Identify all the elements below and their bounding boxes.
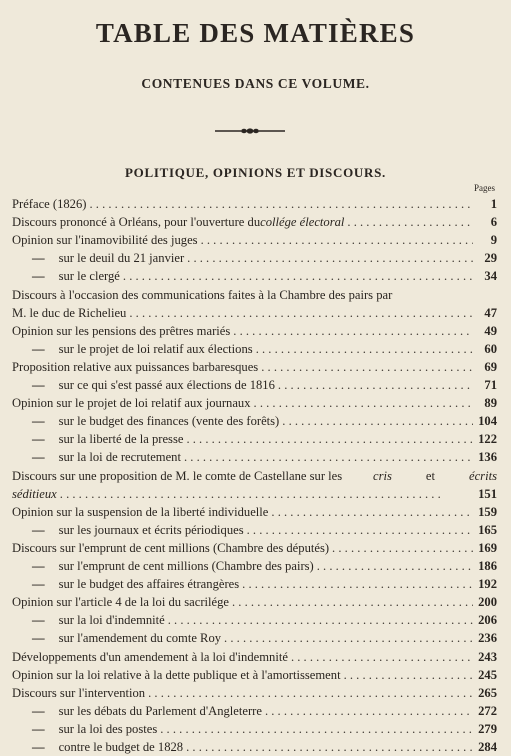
toc-entry-leader	[123, 267, 473, 285]
toc-entry-label: Proposition relative aux puissances barbaresques	[12, 359, 259, 374]
toc-entry-label-italic: collége électoral	[260, 215, 345, 230]
toc-entry-leader	[344, 666, 473, 684]
toc-entry-dash: —	[32, 721, 45, 736]
toc-entry-leader	[160, 720, 473, 738]
toc-entry	[12, 249, 497, 267]
toc-entry-label: M. le duc de Richelieu	[12, 305, 127, 320]
toc-entry-label: Discours sur l'intervention	[12, 685, 146, 700]
toc-entry	[12, 322, 497, 340]
toc-entry-leader	[317, 557, 473, 575]
toc-entry-leader	[201, 231, 473, 249]
toc-entry-leader	[224, 629, 473, 647]
toc-entry-leader	[233, 322, 473, 340]
toc-entry-dash: —	[32, 740, 45, 754]
toc-entry-label: sur la loi de recrutement	[58, 450, 181, 465]
toc-entry-label: Discours sur l'emprunt de cent millions (Chambre des députés)	[12, 540, 330, 555]
toc-entry-page: 245	[478, 667, 497, 682]
toc-entry-label: sur les débats du Parlement d'Angleterre	[58, 703, 262, 718]
toc-entry-leader	[60, 485, 473, 503]
toc-entry-leader	[347, 213, 473, 231]
toc-entry-page: 186	[478, 559, 497, 573]
toc-entry-dash: —	[32, 341, 45, 356]
toc-entry-page: 1	[490, 197, 497, 211]
pages-column-label: Pages	[474, 183, 495, 193]
toc-entry-leader	[89, 195, 473, 213]
toc-entry-page: 151	[478, 486, 497, 501]
toc-entry	[12, 430, 497, 448]
toc-entry	[12, 539, 497, 557]
toc-entry	[12, 394, 497, 412]
toc-entry-label: Opinion sur le projet de loi relatif aux journaux	[12, 396, 251, 411]
toc-entry	[12, 231, 497, 249]
toc-entry	[12, 684, 497, 702]
toc-entry-page: 6	[490, 215, 497, 230]
toc-entry-leader	[242, 575, 473, 593]
toc-entry-label: sur la liberté de la presse	[58, 432, 184, 447]
toc-entry-label: Préface (1826)	[12, 197, 87, 211]
toc-entry-dash: —	[32, 450, 45, 465]
toc-entry-label-after: et	[422, 468, 439, 483]
toc-entry-dash: —	[32, 251, 45, 266]
toc-entry	[12, 738, 497, 756]
toc-entry-leader	[332, 539, 473, 557]
toc-entry-label: Discours prononcé à Orléans, pour l'ouverture du	[12, 215, 261, 230]
toc-entry-page: 136	[478, 450, 497, 465]
toc-entry-page: 34	[484, 269, 497, 284]
toc-entry	[12, 521, 497, 539]
toc-entry-leader	[254, 394, 473, 412]
toc-entry-label: sur le projet de loi relatif aux élections	[58, 341, 253, 356]
toc-entry-label-italic: cris	[373, 468, 392, 483]
toc-entry-leader	[187, 249, 473, 267]
toc-entry	[12, 358, 497, 376]
toc-entry-leader	[278, 376, 473, 394]
toc-entry-page: 9	[490, 233, 497, 248]
toc-entry-page: 71	[484, 378, 497, 392]
toc-entry-page: 122	[478, 432, 497, 447]
toc-entry-label: sur la loi d'indemnité	[58, 613, 165, 628]
toc-entry-page: 243	[478, 649, 497, 664]
toc-entry-dash: —	[32, 613, 45, 628]
section-title: POLITIQUE, OPINIONS ET DISCOURS.	[125, 165, 386, 180]
toc-entry-leader	[129, 304, 473, 322]
toc-entry-page: 272	[478, 703, 497, 718]
toc-entry	[12, 376, 497, 394]
toc-entry-label-italic: séditieux	[12, 486, 57, 501]
toc-entry-page: 169	[478, 540, 497, 555]
toc-entry-label: sur l'amendement du comte Roy	[58, 631, 222, 646]
toc-entry	[12, 304, 497, 322]
toc-entry-leader	[168, 611, 473, 629]
toc-entry-dash: —	[32, 522, 45, 537]
toc-entry-page: 29	[484, 251, 497, 266]
toc-entry-leader	[186, 430, 473, 448]
toc-entry	[12, 648, 497, 666]
toc-entry-leader	[184, 448, 473, 466]
toc-entry	[12, 267, 497, 285]
toc-entry-page: 284	[478, 740, 497, 754]
toc-entry-dash: —	[32, 432, 45, 447]
toc-entry-label: sur le budget des affaires étrangères	[58, 577, 240, 592]
toc-entry	[12, 611, 497, 629]
toc-entry-page: 200	[478, 595, 497, 610]
page-title: TABLE DES MATIÈRES	[95, 18, 416, 48]
toc-entry-page: 69	[484, 359, 497, 374]
toc-entry-dash: —	[32, 703, 45, 718]
toc-entry-page: 206	[478, 613, 497, 628]
toc-entry-page: 265	[478, 685, 497, 700]
toc-entry-dash: —	[32, 269, 45, 284]
toc-entry-label: Opinion sur l'inamovibilité des juges	[12, 233, 198, 248]
toc-entry-label: sur les journaux et écrits périodiques	[58, 522, 244, 537]
toc-entry	[12, 286, 497, 304]
toc-entry	[12, 213, 497, 231]
toc-entry-label: Opinion sur les pensions des prêtres mariés	[12, 323, 231, 338]
toc-entry-page: 104	[478, 414, 497, 429]
page-subtitle: CONTENUES DANS CE VOLUME.	[141, 76, 370, 91]
toc-entry	[12, 195, 497, 213]
toc-entry-leader	[247, 521, 473, 539]
toc-entry-label: Opinion sur l'article 4 de la loi du sacrilége	[12, 595, 229, 610]
toc-entry-page: 279	[478, 721, 497, 736]
toc-entry	[12, 575, 497, 593]
toc-entry-leader	[148, 684, 473, 702]
toc-entry	[12, 666, 497, 684]
toc-entry-page: 60	[484, 341, 497, 356]
toc-entry-page: 89	[484, 396, 497, 411]
toc-entry-dash: —	[32, 577, 45, 592]
toc-entry-page: 236	[478, 631, 497, 646]
toc-entry	[12, 720, 497, 738]
toc-entry-label: sur le clergé	[58, 269, 120, 284]
toc-entry	[12, 412, 497, 430]
toc-entry-label-italic: écrits	[468, 468, 497, 483]
toc-entry	[12, 467, 497, 485]
toc-entry-label: Développements d'un amendement à la loi d'indemnité	[12, 649, 288, 664]
toc-entry	[12, 340, 497, 358]
toc-entry-page: 49	[484, 323, 497, 338]
toc-entry-page: 192	[478, 577, 497, 592]
toc-entry-label: sur l'emprunt de cent millions (Chambre des pairs)	[58, 559, 314, 573]
toc-entry	[12, 702, 497, 720]
toc-entry-label: sur le budget des finances (vente des forêts)	[58, 414, 280, 429]
toc-entry-dash: —	[32, 559, 45, 573]
toc-entry-dash: —	[32, 414, 45, 429]
toc-entry-label: Opinion sur la suspension de la liberté individuelle	[12, 504, 269, 519]
toc-entry-leader	[265, 702, 473, 720]
toc-entry-label: sur le deuil du 21 janvier	[58, 251, 185, 266]
toc-entry-leader	[186, 738, 473, 756]
toc-entry-label: sur ce qui s'est passé aux élections de 1816	[58, 378, 275, 392]
toc-entry-leader	[232, 593, 473, 611]
toc-entry-label: Discours à l'occasion des communications faites à la Chambre des pairs par	[12, 287, 393, 302]
toc-entry-dash: —	[32, 378, 45, 392]
toc-entry-label: sur la loi des postes	[58, 721, 158, 736]
toc-entry	[12, 448, 497, 466]
toc-entry	[12, 485, 497, 503]
toc-entry	[12, 557, 497, 575]
toc-entry	[12, 593, 497, 611]
toc-entry-page: 159	[478, 504, 497, 519]
toc-entry-page: 165	[478, 522, 497, 537]
toc-entry	[12, 503, 497, 521]
toc-entry-dash: —	[32, 631, 45, 646]
toc-entry-leader	[282, 412, 473, 430]
toc-entry-label: contre le budget de 1828	[58, 740, 184, 754]
toc-entry-leader	[261, 358, 473, 376]
toc-entry-leader	[291, 648, 473, 666]
toc-entry-label: Opinion sur la loi relative à la dette publique et à l'amortissement	[12, 667, 341, 682]
toc-entry	[12, 629, 497, 647]
toc-entry-page: 47	[484, 305, 497, 320]
toc-entry-leader	[256, 340, 473, 358]
toc-entry-label: Discours sur une proposition de M. le comte de Castellane sur les	[12, 468, 343, 483]
ornament-divider-icon	[213, 126, 287, 136]
toc-entry-leader	[271, 503, 473, 521]
